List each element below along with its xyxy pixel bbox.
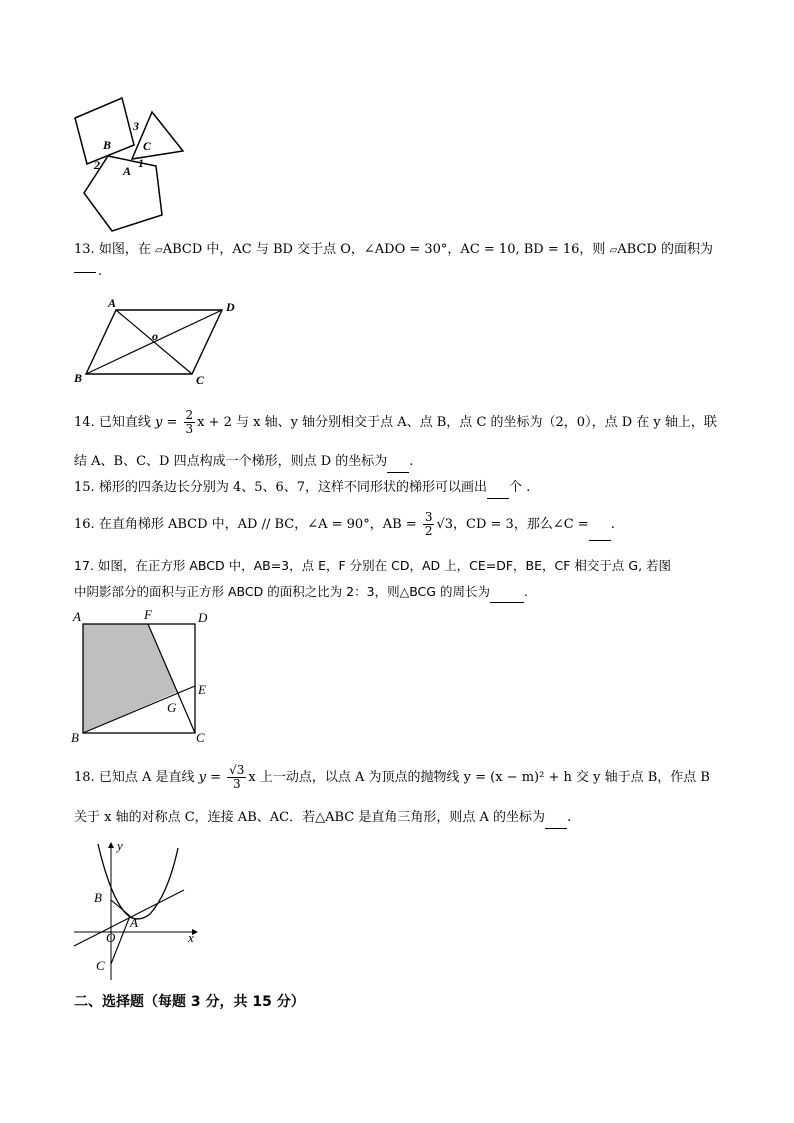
q13-period: . <box>98 264 103 279</box>
answer-blank-18[interactable] <box>545 808 567 829</box>
q13-number: 13. <box>74 242 95 257</box>
label-a: A <box>130 915 138 930</box>
figure-parabola <box>70 840 200 985</box>
label-x: x <box>188 930 194 945</box>
label-c: C <box>196 730 205 745</box>
question-17-line2: 中阴影部分的面积与正方形 ABCD 的面积之比为 2：3，则△BCG 的周长为 . <box>74 582 528 603</box>
question-17: 17. 如图，在正方形 ABCD 中，AB=3，点 E，F 分别在 CD，AD 上，CE=DF，BE，CF 相交于点 G, 若图 <box>74 558 672 573</box>
parallelogram-icon: ▱ <box>609 245 618 256</box>
label-o: O <box>106 930 116 945</box>
question-18-line2: 关于 x 轴的对称点 C，连接 AB、AC．若△ABC 是直角三角形，则点 A 的坐标为 . <box>74 808 571 829</box>
question-16: 16. 在直角梯形 ABCD 中，AD // BC，∠A = 90°，AB = $\frac{3}{2}$ √3，CD = 3，那么∠C = . <box>74 510 615 541</box>
label-b: B <box>74 371 83 385</box>
label-f: F <box>144 607 152 622</box>
angle-3: 3 <box>133 119 139 133</box>
question-14: 14. 已知直线 y = $\frac{2}{3}$ x + 2 与 x 轴、y 轴分别相交于点 A、点 B，点 C 的坐标为（2，0），点 D 在 y 轴上，联 <box>74 408 717 436</box>
angle-1: 1 <box>138 156 144 170</box>
label-c: C <box>143 139 152 153</box>
label-d: D <box>198 610 208 625</box>
section-title: 二、选择题（每题 3 分，共 15 分） <box>74 994 305 1010</box>
parallelogram-icon: ▱ <box>154 245 163 256</box>
label-o: o <box>152 329 158 343</box>
answer-blank-13[interactable] <box>74 272 96 273</box>
label-b: B <box>71 730 79 745</box>
label-b: B <box>94 890 102 905</box>
fraction-2-3: $\frac{2}{3}$ <box>185 408 194 436</box>
question-15: 15. 梯形的四条边长分别为 4、5、6、7，这样不同形状的梯形可以画出 个 . <box>74 478 530 499</box>
figure-parallelogram <box>72 298 242 388</box>
label-b: B <box>103 138 112 152</box>
label-d: D <box>226 300 235 314</box>
label-c: C <box>96 958 105 973</box>
figure-polygons <box>70 95 190 235</box>
figure-square <box>70 608 220 748</box>
angle-2: 2 <box>94 158 100 172</box>
answer-blank-15[interactable] <box>487 478 509 499</box>
fraction-3-2: $\frac{3}{2}$ <box>424 510 433 538</box>
answer-blank-17[interactable] <box>490 582 524 603</box>
label-e: E <box>198 682 206 697</box>
fraction-sqrt3-3: $\frac{√3}{3}$ <box>229 763 245 791</box>
label-c: C <box>196 373 205 387</box>
question-13: 13. 如图，在 ▱ABCD 中，AC 与 BD 交于点 O，∠ADO = 30°，AC = 10, BD = 16，则 ▱ABCD 的面积为 <box>74 242 713 257</box>
label-a: A <box>108 296 117 310</box>
answer-blank-14[interactable] <box>387 452 409 473</box>
label-y: y <box>117 838 123 853</box>
answer-blank-16[interactable] <box>589 510 611 541</box>
label-g: G <box>167 700 177 715</box>
question-18: 18. 已知点 A 是直线 y = $\frac{√3}{3}$ x 上一动点，以点 A 为顶点的抛物线 y = (x − m)² + h 交 y 轴于点 B，作点 B <box>74 763 710 791</box>
label-a: A <box>123 164 132 178</box>
question-14-line2: 结 A、B、C、D 四点构成一个梯形，则点 D 的坐标为 . <box>74 452 413 473</box>
label-a: A <box>73 609 81 624</box>
